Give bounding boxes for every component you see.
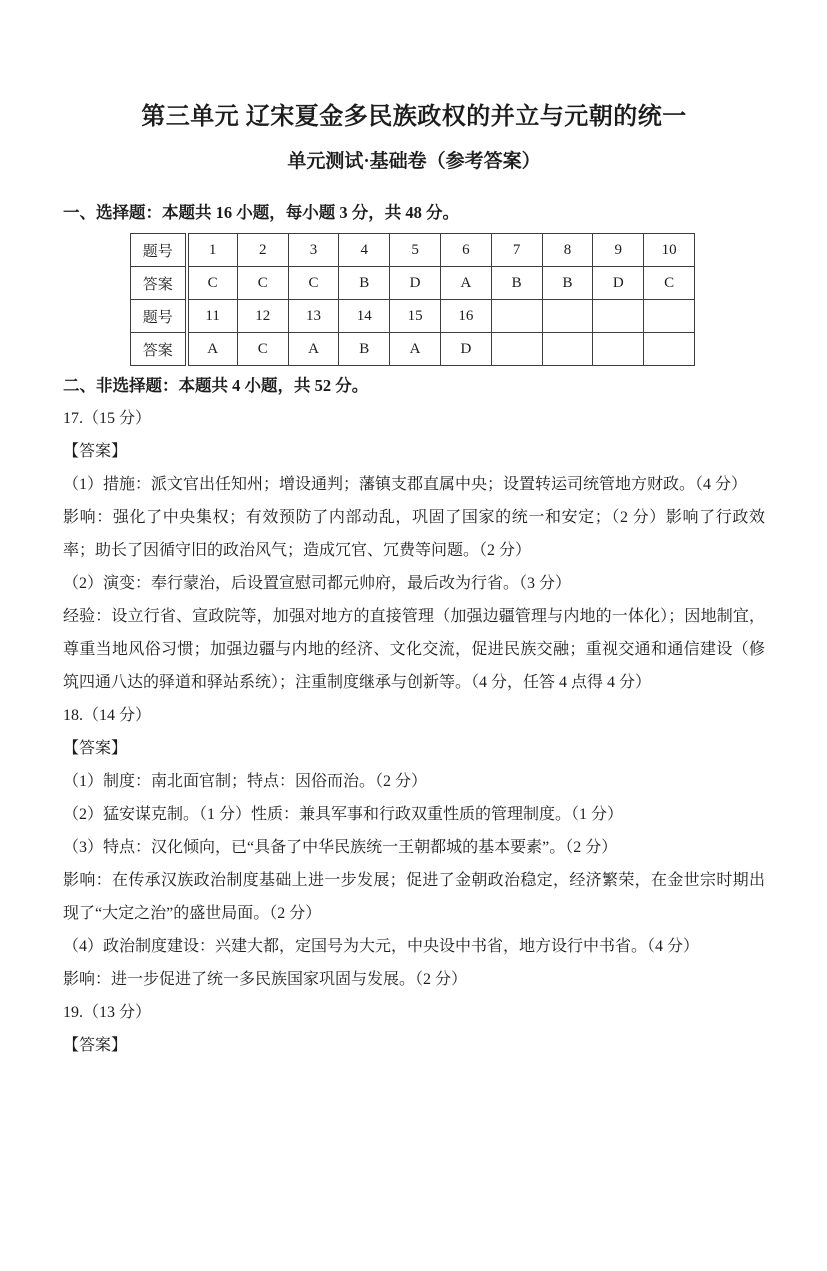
answer-cell: A bbox=[390, 333, 441, 366]
section1-heading: 一、选择题：本题共 16 小题，每小题 3 分，共 48 分。 bbox=[63, 203, 459, 222]
answer-paragraph: 经验：设立行省、宣政院等，加强对地方的直接管理（加强边疆管理与内地的一体化）；因地制宜，尊重当地风俗习惯；加强边疆与内地的经济、文化交流，促进民族交融；重视交通和通信建设（修筑四通八达的驿道和驿站系统）；注重制度继承与创新等。（4 分，任答 4 点得 4 分） bbox=[63, 608, 765, 691]
question-number-cell bbox=[542, 300, 593, 333]
answer-cell: A bbox=[288, 333, 339, 366]
answer-paragraph: （2）演变：奉行蒙治，后设置宣慰司都元帅府，最后改为行省。（3 分） bbox=[63, 575, 572, 592]
table-row bbox=[131, 300, 695, 333]
answer-cell: B bbox=[339, 267, 390, 300]
answer-paragraph: 影响：进一步促进了统一多民族国家巩固与发展。（2 分） bbox=[63, 971, 468, 988]
answer-cell: A bbox=[440, 267, 491, 300]
question-number-cell: 9 bbox=[593, 234, 644, 267]
answer-label: 【答案】 bbox=[63, 443, 128, 460]
question-19 bbox=[63, 996, 765, 1062]
question-number-cell: 3 bbox=[288, 234, 339, 267]
answer-label: 【答案】 bbox=[63, 740, 128, 757]
answer-cell: D bbox=[440, 333, 491, 366]
table-row bbox=[131, 333, 695, 366]
question-number-cell bbox=[593, 300, 644, 333]
section2-heading: 二、非选择题：本题共 4 小题，共 52 分。 bbox=[63, 376, 369, 395]
question-number-cell: 10 bbox=[644, 234, 695, 267]
question-number-cell: 15 bbox=[390, 300, 441, 333]
answer-paragraph: （1）措施：派文官出任知州；增设通判；藩镇支郡直属中央；设置转运司统管地方财政。（4 分） bbox=[63, 476, 748, 493]
question-number-cell: 7 bbox=[491, 234, 542, 267]
answer-table bbox=[130, 233, 695, 366]
question-number-cell: 12 bbox=[237, 300, 288, 333]
question-number-cell: 2 bbox=[237, 234, 288, 267]
answer-cell: A bbox=[187, 333, 238, 366]
answer-paragraph: （1）制度：南北面官制；特点：因俗而治。（2 分） bbox=[63, 773, 428, 790]
answer-cell: C bbox=[187, 267, 238, 300]
question-number-cell: 6 bbox=[440, 234, 491, 267]
answer-paragraph: （4）政治制度建设：兴建大都，定国号为大元，中央设中书省，地方设行中书省。（4 分） bbox=[63, 938, 700, 955]
question-number-cell: 11 bbox=[187, 300, 238, 333]
answer-cell: C bbox=[288, 267, 339, 300]
page-title: 第三单元 辽宋夏金多民族政权的并立与元朝的统一 bbox=[141, 104, 687, 130]
question-number-cell bbox=[491, 300, 542, 333]
question-number-cell: 4 bbox=[339, 234, 390, 267]
question-17 bbox=[63, 402, 765, 699]
row-label-cell: 答案 bbox=[131, 333, 187, 366]
row-label-cell: 题号 bbox=[131, 234, 187, 267]
question-number: 18.（14 分） bbox=[63, 707, 152, 724]
row-label-cell: 题号 bbox=[131, 300, 187, 333]
answer-cell bbox=[644, 333, 695, 366]
answer-cell: B bbox=[339, 333, 390, 366]
question-number-cell: 14 bbox=[339, 300, 390, 333]
answer-cell: C bbox=[237, 267, 288, 300]
row-label-cell: 答案 bbox=[131, 267, 187, 300]
answer-cell bbox=[542, 333, 593, 366]
document-page bbox=[0, 102, 827, 1271]
answer-cell: C bbox=[237, 333, 288, 366]
question-number-cell: 8 bbox=[542, 234, 593, 267]
question-number-cell: 16 bbox=[440, 300, 491, 333]
answer-paragraph: （3）特点：汉化倾向，已“具备了中华民族统一王朝都城的基本要素”。（2 分） bbox=[63, 839, 618, 856]
answer-cell: D bbox=[390, 267, 441, 300]
answer-cell: B bbox=[491, 267, 542, 300]
answer-cell bbox=[593, 333, 644, 366]
answer-cell bbox=[491, 333, 542, 366]
answer-cell: B bbox=[542, 267, 593, 300]
table-row bbox=[131, 234, 695, 267]
answer-label: 【答案】 bbox=[63, 1037, 128, 1054]
question-number: 19.（13 分） bbox=[63, 1004, 152, 1021]
question-number: 17.（15 分） bbox=[63, 410, 152, 427]
answer-paragraph: 影响：强化了中央集权；有效预防了内部动乱，巩固了国家的统一和安定；（2 分）影响了行政效率；助长了因循守旧的政治风气；造成冗官、冗费等问题。（2 分） bbox=[63, 509, 765, 559]
question-number-cell: 5 bbox=[390, 234, 441, 267]
question-18 bbox=[63, 699, 765, 996]
answer-paragraph: 影响：在传承汉族政治制度基础上进一步发展；促进了金朝政治稳定，经济繁荣，在金世宗时期出现了“大定之治”的盛世局面。（2 分） bbox=[63, 872, 765, 922]
question-number-cell: 1 bbox=[187, 234, 238, 267]
answer-paragraph: （2）猛安谋克制。（1 分）性质：兼具军事和行政双重性质的管理制度。（1 分） bbox=[63, 806, 624, 823]
table-row bbox=[131, 267, 695, 300]
answer-cell: C bbox=[644, 267, 695, 300]
page-subtitle: 单元测试·基础卷（参考答案） bbox=[287, 151, 541, 172]
answer-cell: D bbox=[593, 267, 644, 300]
question-number-cell: 13 bbox=[288, 300, 339, 333]
question-number-cell bbox=[644, 300, 695, 333]
